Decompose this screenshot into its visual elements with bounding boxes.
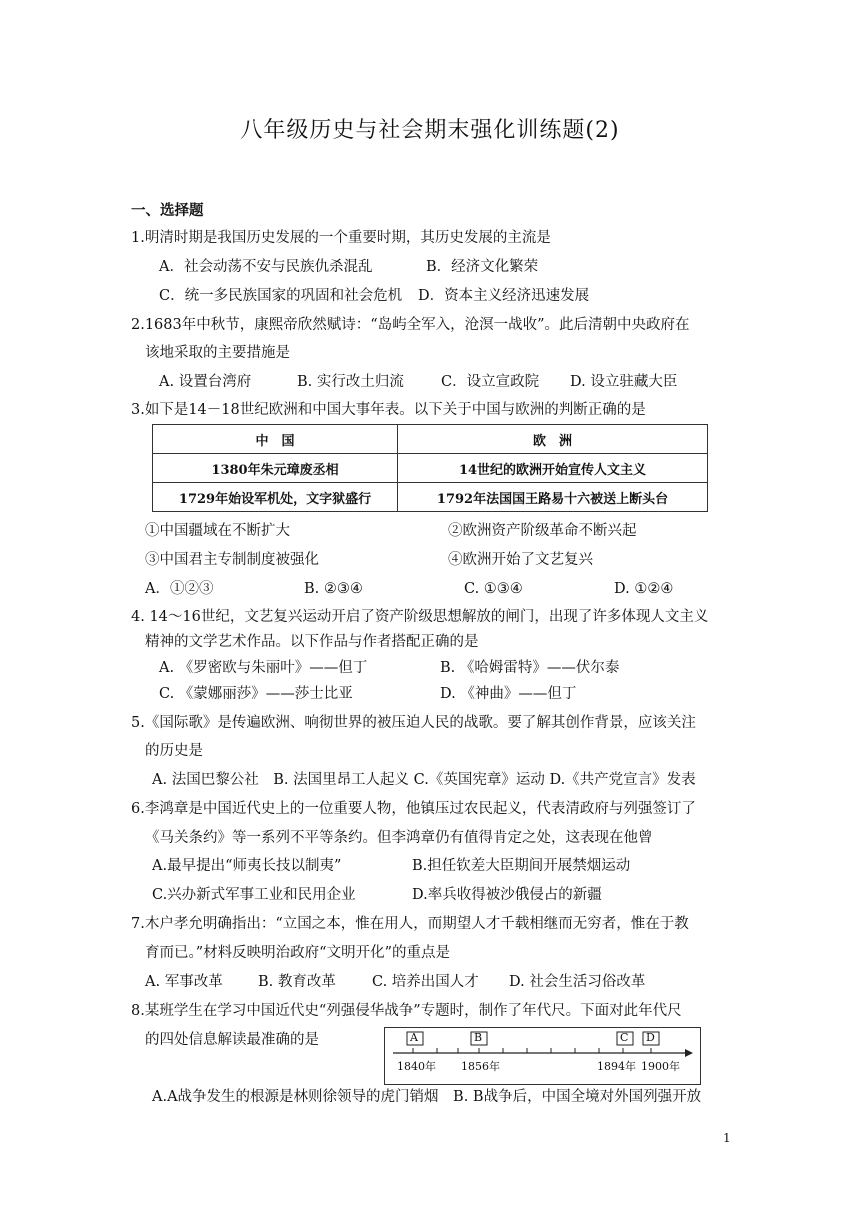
table-cell: 1729年始设军机处，文字狱盛行 xyxy=(153,483,398,512)
timeline-year: 1894年 xyxy=(597,1060,636,1073)
question-8-stem-cont: 的四处信息解读最准确的是 xyxy=(145,1032,319,1048)
q8-options-line: A.A战争发生的根源是林则徐领导的虎门销烟 B. B战争后，中国全境对外国列强开放 xyxy=(152,1089,702,1105)
q3-option-b: B. ②③④ xyxy=(304,581,363,597)
q3-item-3: ③中国君主专制制度被强化 xyxy=(145,552,319,568)
question-7-stem: 7.木户孝允明确指出：“立国之本，惟在用人，而期望人才千载相继而无穷者，惟在于教 xyxy=(131,916,689,932)
q1-option-c: C．统一多民族国家的巩固和社会危机 xyxy=(159,288,403,304)
timeline-year: 1900年 xyxy=(641,1060,680,1073)
q6-option-a: A.最早提出“师夷长技以制夷” xyxy=(152,858,342,874)
timeline-year: 1840年 xyxy=(397,1060,436,1073)
page-title: 八年级历史与社会期末强化训练题(2) xyxy=(240,118,620,143)
q1-option-b: B．经济文化繁荣 xyxy=(426,259,539,275)
question-4-stem: 4. 14～16世纪，文艺复兴运动开启了资产阶级思想解放的闸门，出现了许多体现人文主义 xyxy=(131,609,709,625)
page-number: 1 xyxy=(723,1131,731,1145)
q5-options: A. 法国巴黎公社 B. 法国里昂工人起义 C.《英国宪章》运动 D.《共产党宣言》发表 xyxy=(152,772,696,788)
q4-option-b: B. 《哈姆雷特》——伏尔泰 xyxy=(440,660,620,676)
q7-option-d: D. 社会生活习俗改革 xyxy=(509,974,646,990)
q3-option-c: C. ①③④ xyxy=(464,581,523,597)
question-5-stem: 5.《国际歌》是传遍欧洲、响彻世界的被压迫人民的战歌。要了解其创作背景，应该关注 xyxy=(131,715,696,731)
q4-option-a: A. 《罗密欧与朱丽叶》——但丁 xyxy=(159,660,368,676)
question-6-stem: 6.李鸿章是中国近代史上的一位重要人物，他镇压过农民起义，代表清政府与列强签订了 xyxy=(131,801,696,817)
q3-item-4: ④欧洲开始了文艺复兴 xyxy=(448,552,593,568)
timeline-box-d: D xyxy=(646,1031,655,1044)
q2-option-d: D. 设立驻藏大臣 xyxy=(570,374,678,390)
table-header-china: 中 国 xyxy=(153,425,398,454)
timeline-ruler xyxy=(384,1027,701,1085)
q6-option-c: C.兴办新式军事工业和民用企业 xyxy=(152,887,356,903)
q6-option-d: D.率兵收得被沙俄侵占的新疆 xyxy=(412,887,602,903)
question-3-stem: 3.如下是14－18世纪欧洲和中国大事年表。以下关于中国与欧洲的判断正确的是 xyxy=(131,402,646,418)
timeline-box-c: C xyxy=(620,1031,629,1044)
q3-option-a: A．①②③ xyxy=(145,581,214,597)
chronology-table xyxy=(152,424,708,512)
q4-option-d: D. 《神曲》——但丁 xyxy=(440,686,577,702)
question-1-stem: 1.明清时期是我国历史发展的一个重要时期，其历史发展的主流是 xyxy=(131,230,551,246)
table-cell: 1792年法国国王路易十六被送上断头台 xyxy=(398,483,708,512)
question-5-stem-cont: 的历史是 xyxy=(145,743,203,759)
q3-item-2: ②欧洲资产阶级革命不断兴起 xyxy=(448,523,637,539)
question-6-stem-cont: 《马关条约》等一系列不平等条约。但李鸿章仍有值得肯定之处，这表现在他曾 xyxy=(145,830,653,846)
question-4-stem-cont: 精神的文学艺术作品。以下作品与作者搭配正确的是 xyxy=(145,634,479,650)
question-2-stem: 2.1683年中秋节，康熙帝欣然赋诗：“岛屿全军入，沧溟一战收”。此后清朝中央政府在 xyxy=(131,317,690,333)
table-cell: 1380年朱元璋废丞相 xyxy=(153,454,398,483)
q2-option-c: C．设立宣政院 xyxy=(441,374,540,390)
q2-option-a: A. 设置台湾府 xyxy=(159,374,252,390)
question-8-stem: 8.某班学生在学习中国近代史“列强侵华战争”专题时，制作了年代尺。下面对此年代尺 xyxy=(131,1003,682,1019)
q7-option-b: B. 教育改革 xyxy=(258,974,336,990)
q2-option-b: B. 实行改土归流 xyxy=(297,374,404,390)
q7-option-c: C. 培养出国人才 xyxy=(372,974,479,990)
q3-option-d: D. ①②④ xyxy=(614,581,674,597)
table-cell: 14世纪的欧洲开始宣传人文主义 xyxy=(398,454,708,483)
q1-option-d: D．资本主义经济迅速发展 xyxy=(418,288,590,304)
q3-item-1: ①中国疆域在不断扩大 xyxy=(145,523,290,539)
q1-option-a: A．社会动荡不安与民族仇杀混乱 xyxy=(159,259,373,275)
q7-option-a: A. 军事改革 xyxy=(145,974,223,990)
question-2-stem-cont: 该地采取的主要措施是 xyxy=(145,345,290,361)
q6-option-b: B.担任钦差大臣期间开展禁烟运动 xyxy=(412,858,631,874)
timeline-box-a: A xyxy=(410,1031,418,1044)
q4-option-c: C. 《蒙娜丽莎》——莎士比亚 xyxy=(159,686,353,702)
section-heading: 一、选择题 xyxy=(131,202,204,219)
timeline-box-b: B xyxy=(474,1031,483,1044)
question-7-stem-cont: 育而已。”材料反映明治政府“文明开化”的重点是 xyxy=(145,945,450,961)
timeline-year: 1856年 xyxy=(461,1060,500,1073)
table-header-europe: 欧 洲 xyxy=(398,425,708,454)
